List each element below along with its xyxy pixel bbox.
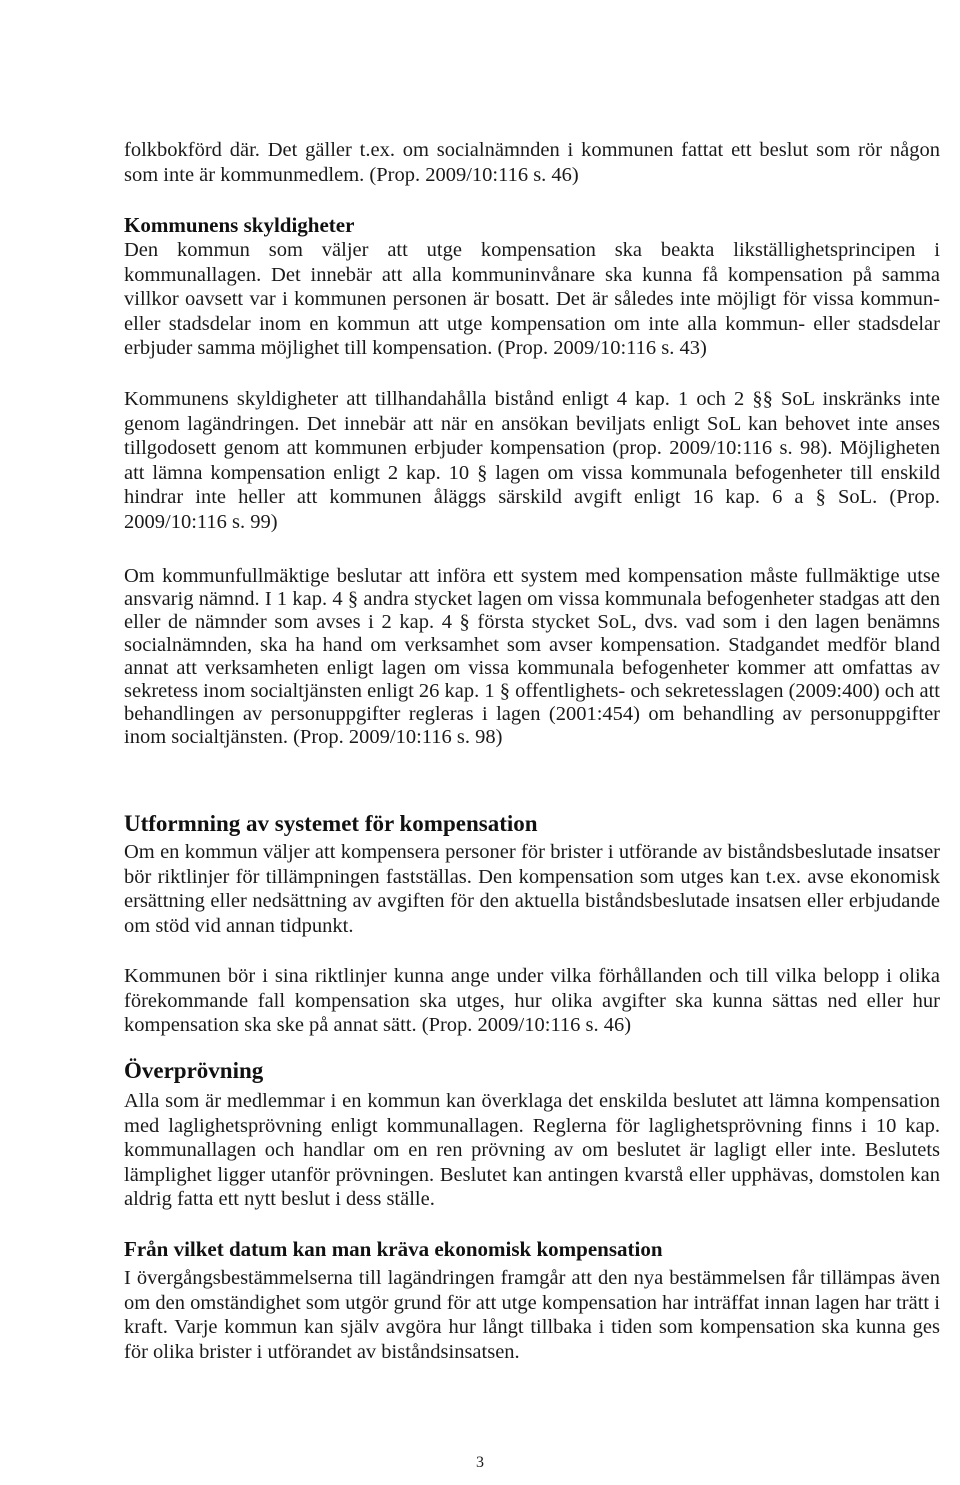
heading-utformning: Utformning av systemet för kompensation <box>124 811 538 836</box>
paragraph-utformning-2: Kommunen bör i sina riktlinjer kunna ange under vilka förhållanden och till vilka belopp i olika förekommande fall kompensation ska utges, hur olika avgifter ska kunna sättas ned eller hur kompensation ska ske på annat sätt. (Prop. 2009/10:116 s. 46) <box>124 965 940 1036</box>
paragraph-skyldigheter-3: Om kommunfullmäktige beslutar att införa ett system med kompensation måste fullmäktige utse ansvarig nämnd. I 1 kap. 4 § andra stycket lagen om vissa kommunala befogenheter stadgas att den eller de nämnder som avses i 2 kap. 4 § första stycket SoL, dvs. vad som i den lagen benämns socialnämnden, ska ha hand om verksamhet som avser kompensation. Stadgandet medför bland annat att verksamheten enligt lagen om vissa kommunala befogenheter kommer att omfattas av sekretess inom socialtjänsten enligt 26 kap. 1 § offentlighets- och sekretesslagen (2009:400) och att behandlingen av personuppgifter regleras i lagen (2001:454) om behandling av personuppgifter inom socialtjänsten. (Prop. 2009/10:116 s. 98) <box>124 565 941 748</box>
paragraph-utformning-1: Om en kommun väljer att kompensera personer för brister i utförande av biståndsbeslutade insatser bör riktlinjer för tillämpningen fastställas. Den kompensation som utges kan t.ex. avse ekonomisk ersättning eller nedsättning av avgiften för den aktuella biståndsbeslutade insatsen eller erbjudande om stöd vid annan tidpunkt. <box>124 841 940 937</box>
paragraph-intro: folkbokförd där. Det gäller t.ex. om socialnämnden i kommunen fattat ett beslut som rör någon som inte är kommunmedlem. (Prop. 2009/10:116 s. 46) <box>124 139 940 186</box>
heading-kommunens-skyldigheter: Kommunens skyldigheter <box>124 213 355 237</box>
paragraph-skyldigheter-2: Kommunens skyldigheter att tillhandahålla bistånd enligt 4 kap. 1 och 2 §§ SoL inskränks inte genom lagändringen. Det innebär att när en ansökan beviljats enligt SoL kan behovet inte anses tillgodosett genom att kommunen erbjuder kompensation (prop. 2009/10:116 s. 98). Möjligheten att lämna kompensation enligt 2 kap. 10 § lagen om vissa kommunala befogenheter till enskild hindrar inte heller att kommunen åläggs särskild avgift enligt 16 kap. 6 a § SoL. (Prop. 2009/10:116 s. 99) <box>124 388 940 533</box>
heading-overprovning: Överprövning <box>124 1058 264 1083</box>
paragraph-overprovning: Alla som är medlemmar i en kommun kan överklaga det enskilda beslutet att lämna kompensation med laglighetsprövning enligt kommunallagen. Reglerna för laglighetsprövning finns i 10 kap. kommunallagen och handlar om en ren prövning av om beslutet är lagligt eller inte. Beslutets lämplighet ligger utanför prövningen. Beslutet kan antingen kvarstå eller upphävas, domstolen kan aldrig fatta ett nytt beslut i dess ställe. <box>124 1090 940 1210</box>
paragraph-fran-vilket-datum: I övergångsbestämmelserna till lagändringen framgår att den nya bestämmelsen får tillämpas även om den omständighet som utgör grund för att utge kompensation har inträffat innan lagen har trätt i kraft. Varje kommun kan själv avgöra hur långt tillbaka i tiden som kompensation ska kunna ges för olika brister i utförandet av biståndsinsatsen. <box>124 1267 940 1363</box>
heading-fran-vilket-datum: Från vilket datum kan man kräva ekonomisk kompensation <box>124 1237 663 1261</box>
page-number: 3 <box>476 1454 484 1471</box>
paragraph-skyldigheter-1: Den kommun som väljer att utge kompensation ska beakta likställighetsprincipen i kommunallagen. Det innebär att alla kommuninvånare ska kunna få kompensation på samma villkor oavsett var i kommunen personen är bosatt. Det är således inte möjligt för vissa kommun- eller stadsdelar inom en kommun att utge kompensation om inte alla kommun- eller stadsdelar erbjuder samma möjlighet till kompensation. (Prop. 2009/10:116 s. 43) <box>124 239 940 359</box>
